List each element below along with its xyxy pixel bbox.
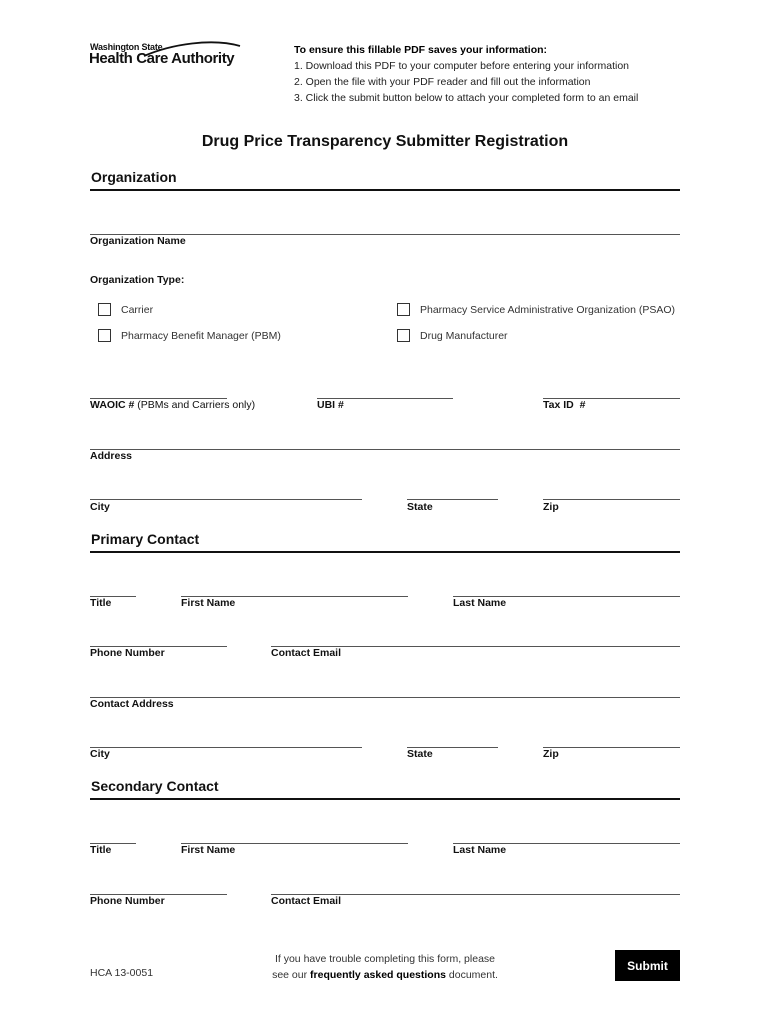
organization-name-label: Organization Name bbox=[90, 235, 186, 247]
checkbox[interactable] bbox=[397, 329, 410, 342]
primary-zip-label: Zip bbox=[543, 748, 559, 760]
page-title: Drug Price Transparency Submitter Registration bbox=[201, 133, 569, 150]
secondary-last-name-label: Last Name bbox=[453, 844, 507, 856]
instructions bbox=[294, 42, 638, 106]
section-rule bbox=[90, 189, 680, 191]
waoic-note: (PBMs and Carriers only) bbox=[137, 399, 256, 411]
waoic-label bbox=[90, 399, 255, 411]
primary-first-name-label: First Name bbox=[181, 597, 236, 609]
instruction-step: 2. Open the file with your PDF reader and fill out the information bbox=[294, 76, 591, 88]
secondary-first-name-label: First Name bbox=[181, 844, 236, 856]
primary-address-field[interactable] bbox=[90, 697, 680, 698]
state-label: State bbox=[407, 501, 433, 513]
primary-phone-label: Phone Number bbox=[90, 647, 165, 659]
secondary-title-label: Title bbox=[90, 844, 112, 856]
logo-swoosh-icon bbox=[142, 40, 242, 62]
help-note-post: document. bbox=[445, 969, 498, 981]
type-option-carrier[interactable] bbox=[98, 303, 153, 316]
type-option-psao[interactable] bbox=[397, 303, 675, 316]
form-id: HCA 13-0051 bbox=[90, 967, 154, 979]
organization-type-label: Organization Type: bbox=[90, 274, 185, 286]
primary-city-label: City bbox=[90, 748, 110, 760]
instruction-step: 1. Download this PDF to your computer before entering your information bbox=[294, 60, 630, 72]
primary-email-label: Contact Email bbox=[271, 647, 342, 659]
submit-button[interactable]: Submit bbox=[615, 950, 680, 981]
help-note-line1: If you have trouble completing this form, please bbox=[274, 953, 496, 965]
type-option-manufacturer[interactable] bbox=[397, 329, 508, 342]
type-option-pbm[interactable] bbox=[98, 329, 281, 342]
tax-id-label: Tax ID # bbox=[543, 399, 586, 411]
type-option-label: Carrier bbox=[121, 303, 154, 316]
primary-title-label: Title bbox=[90, 597, 112, 609]
state-field[interactable] bbox=[407, 499, 498, 500]
secondary-phone-label: Phone Number bbox=[90, 895, 165, 907]
checkbox[interactable] bbox=[98, 303, 111, 316]
faq-link[interactable]: frequently asked questions bbox=[310, 969, 446, 981]
type-option-label: Pharmacy Benefit Manager (PBM) bbox=[121, 329, 281, 342]
city-field[interactable] bbox=[90, 499, 362, 500]
section-rule bbox=[90, 798, 680, 800]
help-note-pre: see our bbox=[272, 969, 311, 981]
address-field[interactable] bbox=[90, 449, 680, 450]
primary-zip-field[interactable] bbox=[543, 747, 680, 748]
section-heading-organization: Organization bbox=[91, 169, 177, 185]
city-label: City bbox=[90, 501, 110, 513]
section-rule bbox=[90, 551, 680, 553]
checkbox[interactable] bbox=[397, 303, 410, 316]
secondary-email-label: Contact Email bbox=[271, 895, 342, 907]
instructions-heading: To ensure this fillable PDF saves your information: bbox=[294, 44, 548, 56]
section-heading-primary-contact: Primary Contact bbox=[91, 531, 200, 547]
checkbox[interactable] bbox=[98, 329, 111, 342]
ubi-label: UBI # bbox=[317, 399, 344, 411]
logo-name-line: Health Care Authority bbox=[89, 50, 235, 67]
zip-label: Zip bbox=[543, 501, 559, 513]
waoic-label-text: WAOIC # bbox=[90, 399, 135, 411]
primary-last-name-label: Last Name bbox=[453, 597, 507, 609]
primary-city-field[interactable] bbox=[90, 747, 362, 748]
section-heading-secondary-contact: Secondary Contact bbox=[91, 778, 219, 794]
primary-address-label: Contact Address bbox=[90, 698, 174, 710]
type-option-label: Pharmacy Service Administrative Organization (PSAO) bbox=[420, 303, 676, 316]
instruction-step: 3. Click the submit button below to attach your completed form to an email bbox=[294, 92, 639, 104]
primary-state-label: State bbox=[407, 748, 433, 760]
zip-field[interactable] bbox=[543, 499, 680, 500]
address-label: Address bbox=[90, 450, 133, 462]
type-option-label: Drug Manufacturer bbox=[420, 329, 508, 342]
logo-org-line: Washington State bbox=[90, 42, 163, 52]
